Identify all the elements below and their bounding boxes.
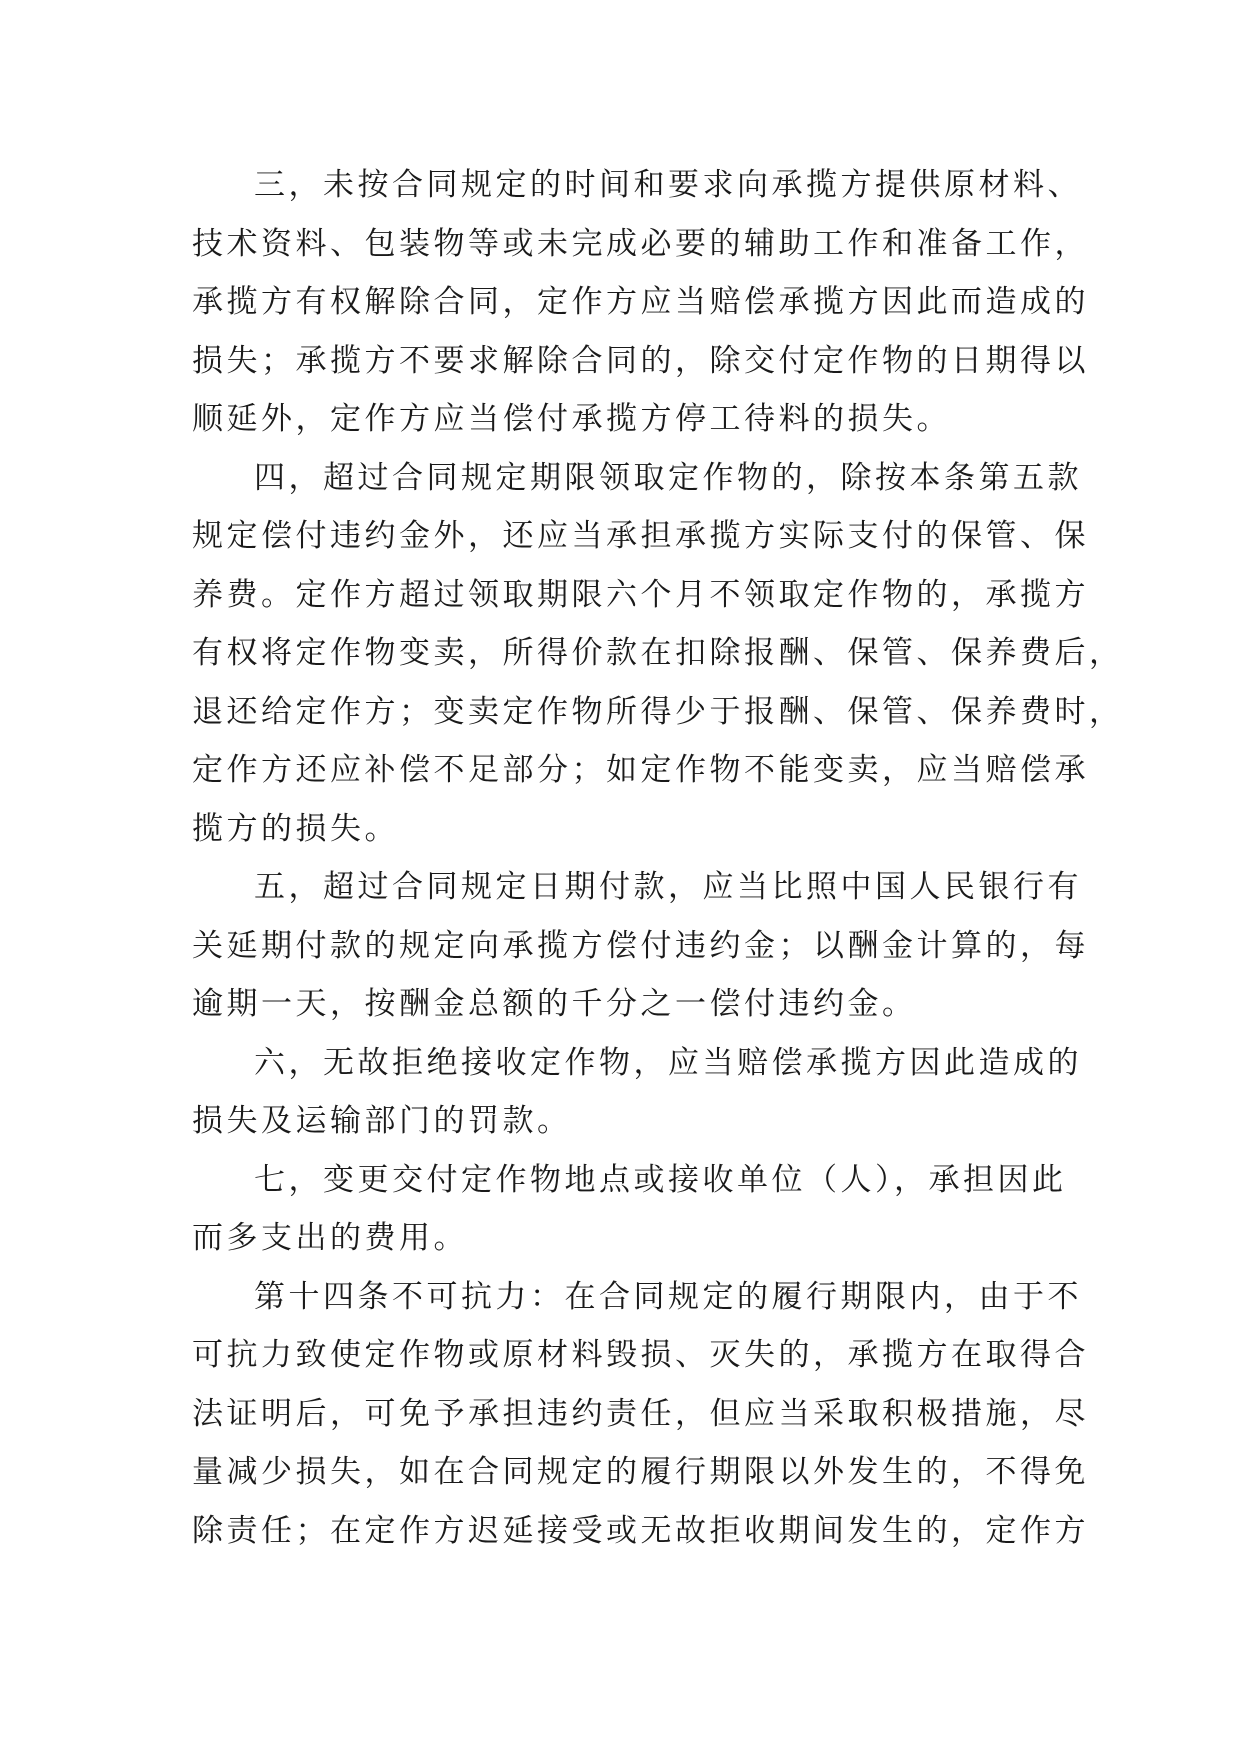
text-line: 养费。定作方超过领取期限六个月不领取定作物的，承揽方 <box>192 576 1089 613</box>
text-line: 损失及运输部门的罚款。 <box>192 1103 572 1139</box>
text-line: 而多支出的费用。 <box>192 1220 468 1256</box>
paragraph-clause-5 <box>192 858 1089 1034</box>
text-line: 四，超过合同规定期限领取定作物的，除按本条第五款 <box>254 459 1082 496</box>
text-line: 第十四条不可抗力：在合同规定的履行期限内，由于不 <box>254 1278 1082 1315</box>
text-line: 五，超过合同规定日期付款，应当比照中国人民银行有 <box>254 869 1082 905</box>
text-line: 六，无故拒绝接收定作物，应当赔偿承揽方因此造成的 <box>254 1044 1082 1081</box>
text-line: 逾期一天，按酬金总额的千分之一偿付违约金。 <box>192 986 917 1022</box>
text-line: 除责任；在定作方迟延接受或无故拒收期间发生的，定作方 <box>192 1512 1089 1549</box>
text-line: 定作方还应补偿不足部分；如定作物不能变卖，应当赔偿承 <box>192 752 1089 788</box>
text-line: 关延期付款的规定向承揽方偿付违约金；以酬金计算的，每 <box>192 927 1089 964</box>
paragraph-clause-4 <box>192 449 1124 859</box>
text-line: 法证明后，可免予承担违约责任，但应当采取积极措施，尽 <box>192 1395 1089 1432</box>
document-body <box>192 156 1124 1560</box>
paragraph-clause-3 <box>192 156 1089 449</box>
text-line: 量减少损失，如在合同规定的履行期限以外发生的，不得免 <box>192 1454 1089 1490</box>
text-line: 揽方的损失。 <box>192 810 399 847</box>
paragraph-clause-6 <box>192 1034 1082 1151</box>
text-line: 可抗力致使定作物或原材料毁损、灭失的，承揽方在取得合 <box>192 1337 1089 1373</box>
text-line: 顺延外，定作方应当偿付承揽方停工待料的损失。 <box>192 401 951 437</box>
text-line: 三，未按合同规定的时间和要求向承揽方提供原材料、 <box>254 167 1082 203</box>
text-line: 退还给定作方；变卖定作物所得少于报酬、保管、保养费时， <box>192 693 1124 730</box>
text-line: 七，变更交付定作物地点或接收单位（人），承担因此 <box>254 1161 1067 1198</box>
paragraph-article-14 <box>192 1268 1089 1561</box>
text-line: 有权将定作物变卖，所得价款在扣除报酬、保管、保养费后， <box>192 635 1124 671</box>
text-line: 承揽方有权解除合同，定作方应当赔偿承揽方因此而造成的 <box>192 284 1089 320</box>
text-line: 技术资料、包装物等或未完成必要的辅助工作和准备工作， <box>192 225 1089 262</box>
text-line: 损失；承揽方不要求解除合同的，除交付定作物的日期得以 <box>192 342 1089 379</box>
paragraph-clause-7 <box>192 1151 1067 1268</box>
text-line: 规定偿付违约金外，还应当承担承揽方实际支付的保管、保 <box>192 518 1089 554</box>
